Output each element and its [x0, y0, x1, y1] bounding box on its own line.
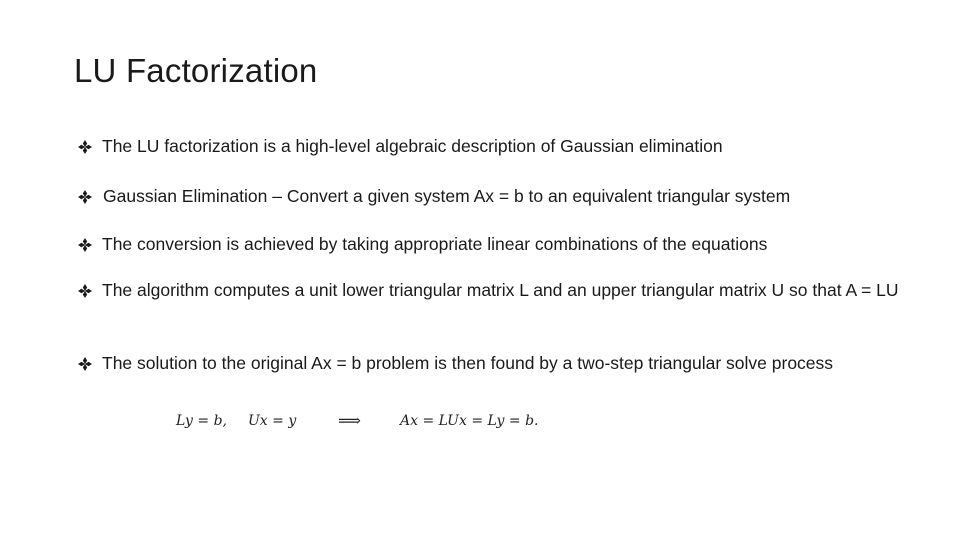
diamond-bullet-icon [78, 190, 92, 204]
bullet-text: The conversion is achieved by taking appropriate linear combinations of the equations [102, 234, 768, 254]
diamond-bullet-icon [78, 140, 92, 154]
diamond-bullet-icon [78, 284, 92, 298]
bullet-text: Gaussian Elimination – Convert a given system Ax = b to an equivalent triangular system [103, 186, 791, 206]
bullet-item [78, 232, 908, 257]
formula-result: Ax = LUx = Ly = b. [400, 413, 539, 429]
bullet-item [78, 134, 908, 159]
diamond-bullet-icon [78, 357, 92, 371]
bullet-item [78, 184, 908, 209]
formula-back-substitution: Ux = y [248, 413, 297, 429]
bullet-text: The solution to the original Ax = b problem is then found by a two-step triangular solve process [102, 353, 834, 373]
slide-title: LU Factorization [74, 52, 318, 89]
bullet-item [78, 278, 908, 303]
bullet-text: The LU factorization is a high-level algebraic description of Gaussian elimination [102, 136, 723, 156]
bullet-item [78, 351, 908, 376]
implies-arrow-icon: ⟹ [338, 411, 361, 430]
bullet-text: The algorithm computes a unit lower triangular matrix L and an upper triangular matrix U so that A = LU [102, 280, 899, 300]
diamond-bullet-icon [78, 238, 92, 252]
formula-forward-substitution: Ly = b, [176, 413, 228, 429]
